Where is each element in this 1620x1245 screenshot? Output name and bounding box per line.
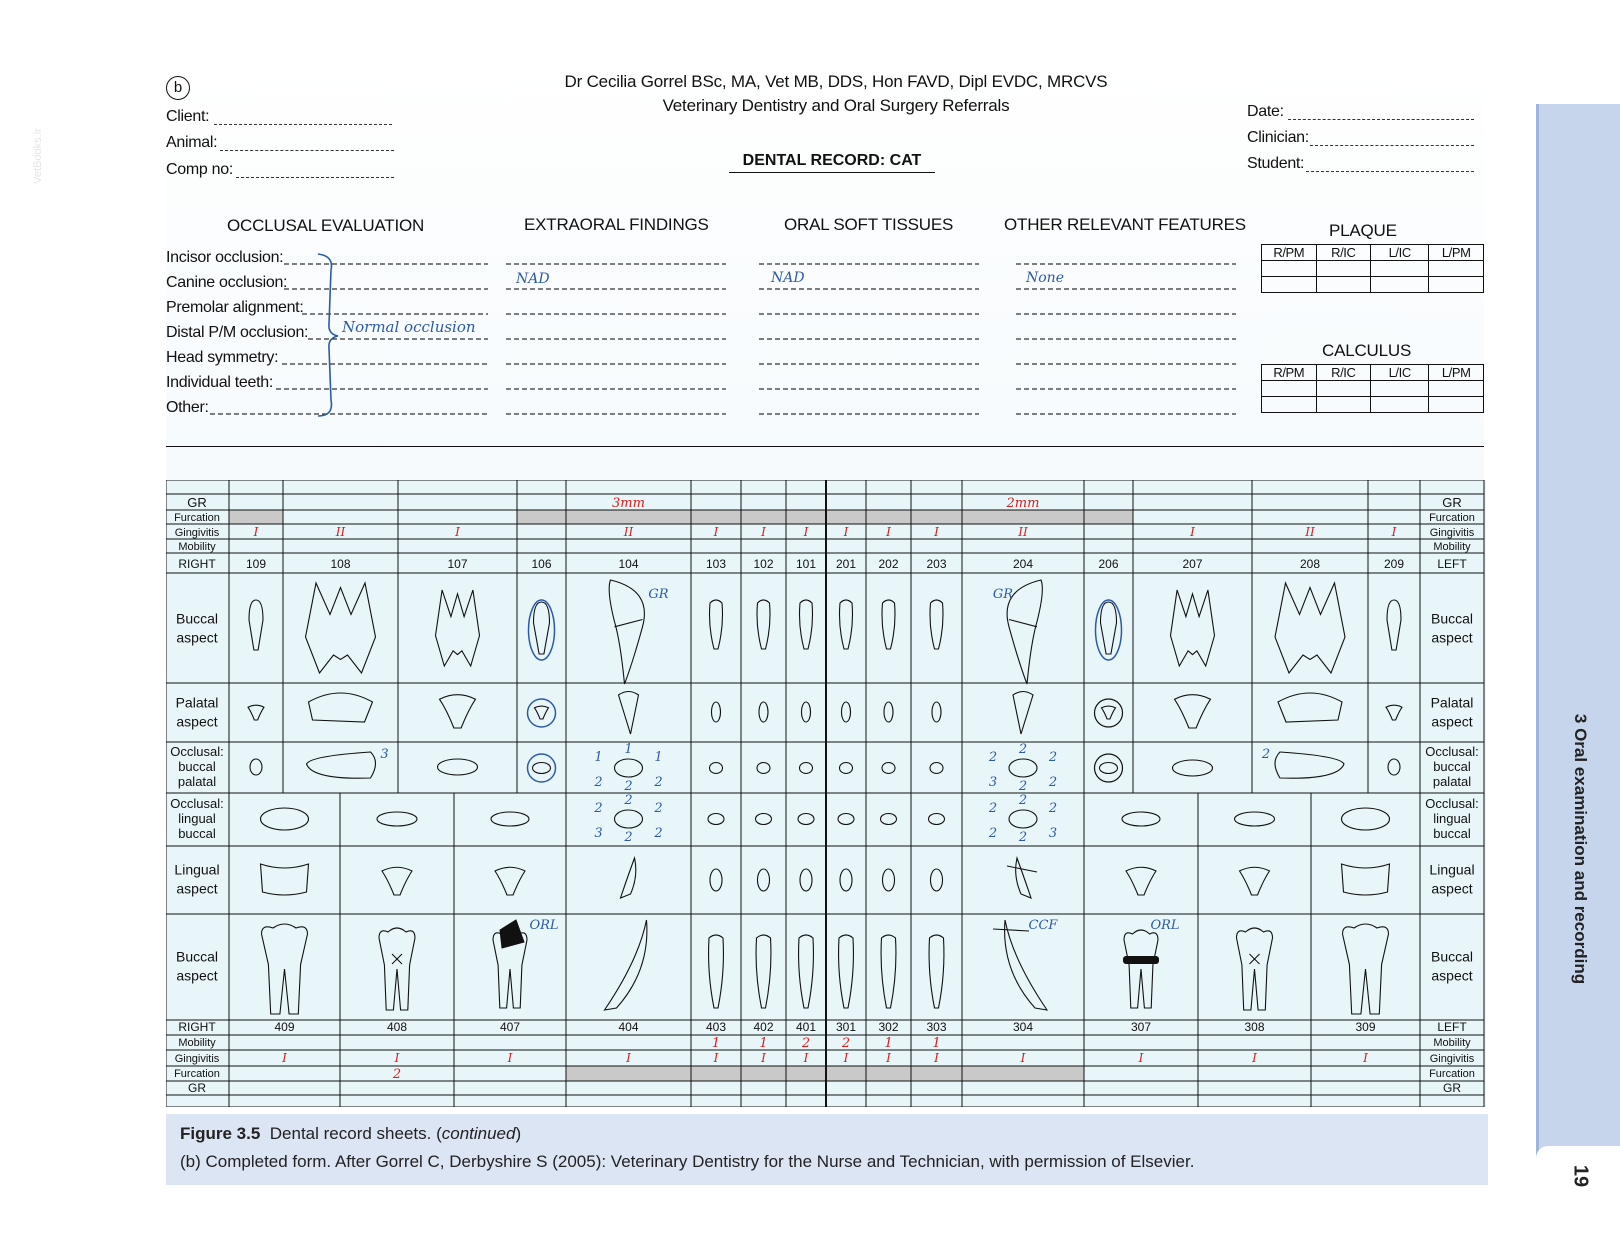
furcation-shade <box>741 510 786 524</box>
row-label-right: aspect <box>1431 713 1473 730</box>
mobility-score: 1 <box>759 1036 768 1051</box>
tooth-number: 409 <box>274 1020 295 1034</box>
plaque-cell[interactable] <box>1316 261 1370 277</box>
gingivitis-score: I <box>761 525 766 539</box>
tooth-number: 207 <box>1182 557 1203 571</box>
tooth-number: 407 <box>499 1020 521 1034</box>
occlusal-item: Head symmetry: <box>166 349 279 366</box>
tooth-number: 101 <box>795 557 817 571</box>
row-label-right: GR <box>1443 1081 1461 1095</box>
row-label-right: buccal <box>1433 826 1471 841</box>
row-label-left: aspect <box>176 967 218 984</box>
figure-caption <box>166 1114 1488 1185</box>
calculus-cell[interactable] <box>1316 381 1370 397</box>
furcation-shade <box>566 510 691 524</box>
extraoral-findings-heading: EXTRAORAL FINDINGS <box>524 215 709 234</box>
furcation-shade <box>566 1066 691 1081</box>
calculus-cell[interactable] <box>1316 397 1370 413</box>
gingivitis-score: I <box>507 1051 513 1065</box>
tooth-number: 308 <box>1244 1020 1265 1034</box>
tooth-annotation: CCF <box>1028 918 1058 933</box>
pocket-depth: 2 <box>1048 801 1058 816</box>
calculus-heading: CALCULUS <box>1322 341 1412 360</box>
row-label-left: Mobility <box>178 541 216 553</box>
tooth-number: 102 <box>753 557 774 571</box>
gingivitis-score: II <box>335 525 346 539</box>
row-label-right: buccal <box>1433 759 1471 774</box>
row-label-left: Occlusal: <box>170 796 224 811</box>
clinician-label: Clinician: <box>1247 129 1309 146</box>
gingivitis-score: I <box>394 1051 400 1065</box>
tooth-number: 404 <box>618 1020 639 1034</box>
chapter-side-tab <box>1536 104 1620 1245</box>
occlusal-item: Other: <box>166 399 209 416</box>
row-label-left: aspect <box>176 629 218 646</box>
row-label-right: LEFT <box>1437 557 1467 571</box>
gingivitis-score: II <box>1305 525 1315 539</box>
resorptive-lesion <box>1123 956 1159 964</box>
plaque-header: R/IC <box>1316 245 1370 261</box>
watermark: VetBooks.ir <box>31 128 44 184</box>
tooth-number: 108 <box>330 557 351 571</box>
pocket-depth: 1 <box>624 742 633 757</box>
gingivitis-score: I <box>886 525 891 539</box>
furcation-shade <box>826 510 866 524</box>
row-label-left: Furcation <box>174 1068 220 1080</box>
calculus-header: L/IC <box>1371 365 1429 381</box>
gingivitis-score: I <box>1252 1051 1257 1065</box>
furcation-shade <box>911 510 962 524</box>
row-label-right: Palatal <box>1430 694 1474 711</box>
caption-close: ) <box>515 1124 522 1143</box>
tooth-number: 309 <box>1355 1020 1376 1034</box>
date-label: Date: <box>1247 103 1284 120</box>
row-label-left: Buccal <box>175 610 219 627</box>
gingivitis-score: I <box>1020 1051 1026 1065</box>
row-label-right: palatal <box>1432 774 1472 789</box>
furcation-score: 2 <box>392 1067 402 1082</box>
row-label-right: Occlusal: <box>1425 744 1479 759</box>
gingivitis-score: I <box>934 1051 939 1065</box>
pocket-depth: 3 <box>594 826 603 841</box>
plaque-header: L/IC <box>1371 245 1429 261</box>
pocket-depth: 2 <box>1018 793 1028 808</box>
pocket-depth: 2 <box>988 750 998 765</box>
row-label-left: aspect <box>176 713 218 730</box>
row-label-left: Buccal <box>175 948 219 965</box>
pocket-depth: 2 <box>1048 775 1058 790</box>
gingivitis-score: I <box>761 1051 766 1065</box>
tooth-number: 303 <box>926 1020 947 1034</box>
mobility-score: 1 <box>711 1036 721 1051</box>
tooth-number: 307 <box>1130 1020 1152 1034</box>
calculus-header: L/PM <box>1429 365 1484 381</box>
gingivitis-score: I <box>1190 525 1195 539</box>
furcation-shade <box>691 1066 741 1081</box>
gingivitis-score: I <box>803 525 809 539</box>
gingivitis-score: I <box>934 525 939 539</box>
row-label-left: GR <box>187 495 207 510</box>
tooth-number: 204 <box>1012 557 1034 571</box>
occlusal-item: Premolar alignment: <box>166 299 304 316</box>
furcation-shade <box>741 1066 786 1081</box>
row-label-right: Gingivitis <box>1429 527 1475 539</box>
gingival-recession-value: 2mm <box>1006 496 1040 511</box>
gingivitis-score: I <box>626 1051 631 1065</box>
tooth-number: 301 <box>835 1020 857 1034</box>
oral-soft-tissues-heading: ORAL SOFT TISSUES <box>784 215 954 234</box>
mobility-score: 2 <box>841 1036 851 1051</box>
plaque-cell[interactable] <box>1371 261 1429 277</box>
pocket-depth: 2 <box>654 801 663 816</box>
row-label-left: RIGHT <box>178 557 216 571</box>
row-label-left: palatal <box>177 774 217 789</box>
row-label-left: Gingivitis <box>174 1053 220 1065</box>
plaque-cell[interactable] <box>1429 261 1484 277</box>
row-label-left: Furcation <box>174 512 220 524</box>
extraoral-note: NAD <box>516 271 550 287</box>
gingivitis-score: I <box>803 1051 809 1065</box>
figure-badge: b <box>166 76 190 100</box>
mobility-score: 2 <box>801 1036 811 1051</box>
pocket-depth: 2 <box>1018 742 1028 757</box>
row-label-right: lingual <box>1433 811 1471 826</box>
furcation-shade <box>911 1066 962 1081</box>
furcation-shade <box>1084 510 1133 524</box>
gingivitis-score: I <box>282 1051 287 1065</box>
page-number-box <box>1536 1146 1620 1245</box>
calculus-cell[interactable] <box>1429 397 1484 413</box>
row-label-right: Buccal <box>1430 610 1474 627</box>
furcation-shade <box>517 510 566 524</box>
pocket-depth: 2 <box>624 793 633 808</box>
row-label-left: Palatal <box>175 694 219 711</box>
pocket-depth: 1 <box>594 750 603 765</box>
caption-text: Dental record sheets. ( <box>269 1124 442 1143</box>
row-label-right: aspect <box>1431 880 1473 897</box>
calculus-header: R/IC <box>1316 365 1370 381</box>
tooth-number: 103 <box>705 557 727 571</box>
plaque-cell[interactable] <box>1429 277 1484 293</box>
pocket-depth: 2 <box>1018 830 1028 845</box>
furcation-shade <box>962 510 1084 524</box>
row-label-right: Furcation <box>1429 512 1475 524</box>
client-label: Client: <box>166 108 210 125</box>
tooth-annotation: ORL <box>1150 918 1180 933</box>
row-label-left: Occlusal: <box>170 744 224 759</box>
soft-tissue-note: NAD <box>771 270 805 286</box>
caption-line2: (b) Completed form. After Gorrel C, Derbyshire S (2005): Veterinary Dentistry for the Nurse and Technician, with permission of Elsevier. <box>180 1152 1195 1171</box>
row-label-right: aspect <box>1431 629 1473 646</box>
furcation-shade <box>962 1066 1084 1081</box>
plaque-cell[interactable] <box>1371 277 1429 293</box>
gingivitis-score: I <box>253 525 259 539</box>
row-label-left: aspect <box>176 880 218 897</box>
caption-italic: continued <box>441 1124 516 1143</box>
row-label-left: Mobility <box>178 1037 216 1049</box>
tooth-number: 403 <box>705 1020 727 1034</box>
pocket-depth: 1 <box>654 750 663 765</box>
tooth-number: 104 <box>618 557 639 571</box>
gingivitis-score: II <box>623 525 634 539</box>
pocket-depth: 2 <box>988 801 998 816</box>
gingivitis-score: I <box>843 1051 849 1065</box>
pocket-depth: 2 <box>1018 779 1028 794</box>
calculus-cell[interactable] <box>1371 397 1429 413</box>
other-features-note: None <box>1026 270 1064 286</box>
tooth-annotation: ORL <box>529 918 559 933</box>
row-label-left: Lingual <box>174 861 220 878</box>
page-number: 19 <box>1569 1164 1592 1188</box>
gingivitis-score: I <box>713 525 719 539</box>
other-features-heading: OTHER RELEVANT FEATURES <box>1004 215 1246 234</box>
gingivitis-score: I <box>713 1051 719 1065</box>
tooth-annotation: 2 <box>1261 747 1271 762</box>
plaque-cell[interactable] <box>1262 261 1317 277</box>
calculus-cell[interactable] <box>1371 381 1429 397</box>
gingivitis-score: I <box>1363 1051 1368 1065</box>
tooth-number: 107 <box>447 557 468 571</box>
pocket-depth: 2 <box>624 830 633 845</box>
row-label-right: Mobility <box>1433 1037 1471 1049</box>
plaque-heading: PLAQUE <box>1329 221 1397 240</box>
row-label-left: Gingivitis <box>174 527 220 539</box>
mobility-score: 1 <box>932 1036 941 1051</box>
occlusal-item: Canine occlusion: <box>166 274 288 291</box>
gingivitis-score: I <box>1138 1051 1144 1065</box>
gingival-recession-value: 3mm <box>612 496 645 511</box>
section-divider <box>166 446 1484 447</box>
furcation-shade <box>866 1066 911 1081</box>
furcation-shade <box>786 1066 826 1081</box>
gingivitis-score: II <box>1018 525 1028 539</box>
plaque-header: R/PM <box>1262 245 1317 261</box>
furcation-shade <box>786 510 826 524</box>
calculus-table <box>1261 364 1484 413</box>
calculus-cell[interactable] <box>1429 381 1484 397</box>
plaque-table <box>1261 244 1484 293</box>
gingivitis-score: I <box>886 1051 891 1065</box>
plaque-header: L/PM <box>1429 245 1484 261</box>
dental-chart <box>166 480 1486 1107</box>
row-label-right: Buccal <box>1430 948 1474 965</box>
mobility-score: 1 <box>884 1036 893 1051</box>
row-label-left: GR <box>188 1081 206 1095</box>
tooth-number: 408 <box>386 1020 408 1034</box>
tooth-number: 209 <box>1383 557 1405 571</box>
tab-edge <box>1536 104 1539 1245</box>
tooth-number: 206 <box>1098 557 1119 571</box>
row-label-left: buccal <box>178 759 216 774</box>
gingivitis-score: I <box>843 525 849 539</box>
tooth-number: 202 <box>878 557 899 571</box>
pocket-depth: 2 <box>594 801 603 816</box>
tooth-number: 109 <box>245 557 267 571</box>
pocket-depth: 2 <box>988 826 998 841</box>
occlusal-item: Distal P/M occlusion: <box>166 324 309 341</box>
furcation-shade <box>229 510 283 524</box>
clinic-name: Veterinary Dentistry and Oral Surgery Referrals <box>662 96 1010 115</box>
row-label-right: LEFT <box>1437 1020 1467 1034</box>
furcation-shade <box>826 1066 866 1081</box>
row-label-right: Occlusal: <box>1425 796 1479 811</box>
tooth-number: 402 <box>753 1020 774 1034</box>
pocket-depth: 2 <box>624 779 633 794</box>
row-label-right: Lingual <box>1429 861 1475 878</box>
clinician-header: Dr Cecilia Gorrel BSc, MA, Vet MB, DDS, Hon FAVD, Dipl EVDC, MRCVS <box>564 72 1108 91</box>
tooth-annotation: 3 <box>380 747 389 762</box>
pocket-depth: 3 <box>988 775 998 790</box>
occlusal-item: Incisor occlusion: <box>166 249 284 266</box>
pocket-depth: 2 <box>654 826 663 841</box>
pocket-depth: 3 <box>1048 826 1058 841</box>
pocket-depth: 2 <box>654 775 663 790</box>
comp-no-label: Comp no: <box>166 161 233 178</box>
tooth-number: 201 <box>835 557 857 571</box>
tooth-number: 304 <box>1012 1020 1034 1034</box>
tooth-number: 203 <box>926 557 947 571</box>
pocket-depth: 2 <box>594 775 603 790</box>
calculus-cell[interactable] <box>1262 381 1317 397</box>
row-label-right: Mobility <box>1433 541 1471 553</box>
tooth-annotation: GR <box>648 587 669 602</box>
row-label-left: buccal <box>178 826 216 841</box>
row-label-right: Gingivitis <box>1429 1053 1475 1065</box>
form-title: DENTAL RECORD: CAT <box>729 152 935 173</box>
row-label-right: Furcation <box>1429 1068 1475 1080</box>
occlusion-note: Normal occlusion <box>342 318 476 336</box>
chapter-title: 3 Oral examination and recording <box>1571 713 1590 985</box>
row-label-right: aspect <box>1431 967 1473 984</box>
tooth-number: 106 <box>531 557 552 571</box>
row-label-left: RIGHT <box>178 1020 216 1034</box>
plaque-cell[interactable] <box>1262 277 1317 293</box>
tooth-number: 401 <box>795 1020 817 1034</box>
calculus-cell[interactable] <box>1262 397 1317 413</box>
figure-label: Figure 3.5 <box>180 1124 261 1143</box>
row-label-left: lingual <box>178 811 216 826</box>
furcation-shade <box>866 510 911 524</box>
tooth-annotation: GR <box>992 587 1014 602</box>
student-label: Student: <box>1247 155 1305 172</box>
pocket-depth: 2 <box>1048 750 1058 765</box>
row-label-right: GR <box>1442 495 1462 510</box>
calculus-header: R/PM <box>1262 365 1317 381</box>
occlusal-item: Individual teeth: <box>166 374 273 391</box>
tooth-number: 302 <box>878 1020 899 1034</box>
tooth-number: 208 <box>1299 557 1321 571</box>
furcation-shade <box>691 510 741 524</box>
gingivitis-score: I <box>455 525 460 539</box>
occlusal-evaluation-heading: OCCLUSAL EVALUATION <box>227 216 425 235</box>
animal-label: Animal: <box>166 134 218 151</box>
gingivitis-score: I <box>1391 525 1397 539</box>
plaque-cell[interactable] <box>1316 277 1370 293</box>
